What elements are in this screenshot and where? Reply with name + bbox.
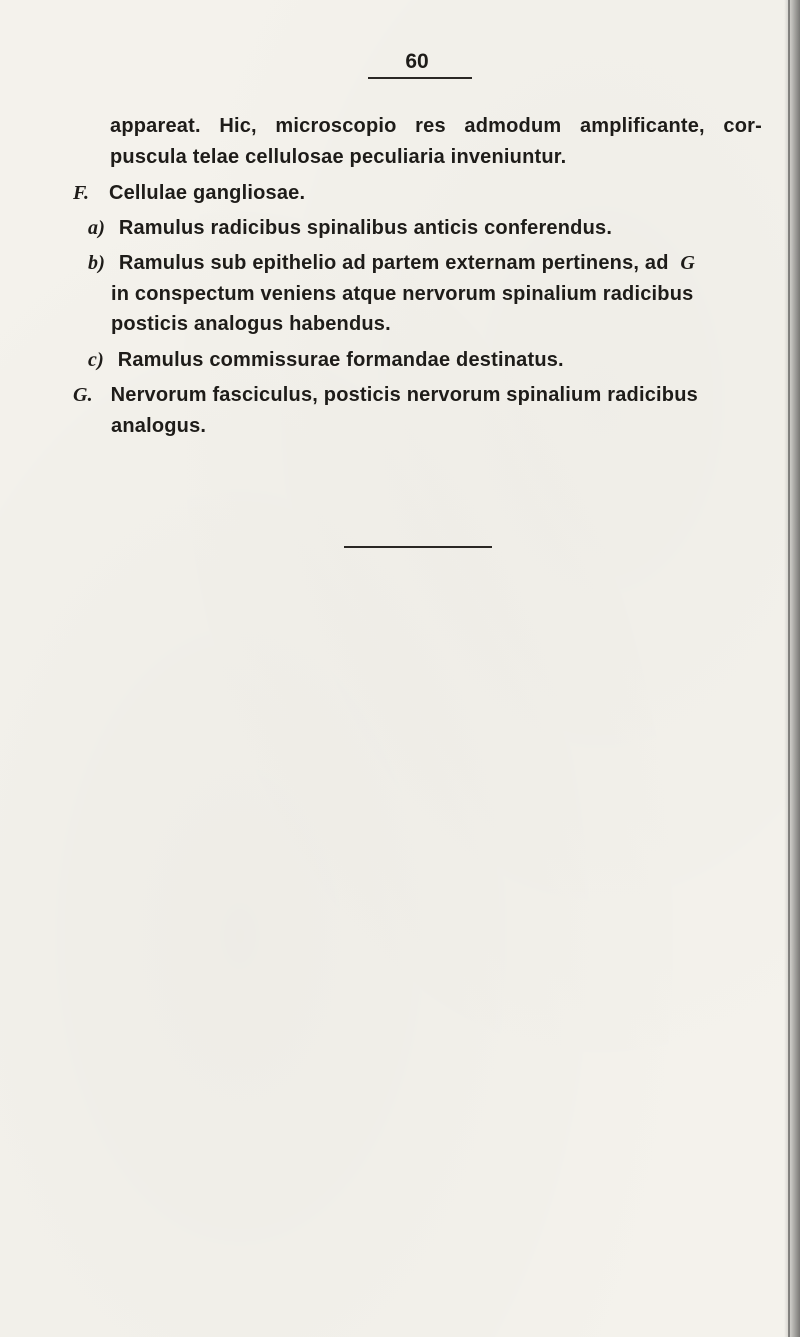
item-b-ref: G: [680, 252, 696, 274]
intro-line-1: appareat. Hic, microscopio res admodum amplificante, cor-: [110, 115, 762, 137]
item-a-text: Ramulus radicibus spinalibus anticis conferendus.: [118, 217, 613, 239]
page-number: 60: [405, 50, 429, 73]
page-edge-line: [788, 0, 790, 1337]
section-f-heading: [73, 180, 305, 206]
section-g-line-2: analogus.: [111, 415, 207, 437]
item-b-text-1: Ramulus sub epithelio ad partem externam pertinens, ad: [118, 252, 669, 274]
section-f-title: Cellulae gangliosae.: [108, 182, 306, 204]
section-g-letter: G.: [73, 384, 93, 406]
item-b-line-1: [88, 250, 695, 276]
item-c-marker: c): [88, 349, 104, 371]
item-b-line-2: in conspectum veniens atque nervorum spinalium radicibus: [111, 283, 694, 305]
item-b-line-3: posticis analogus habendus.: [111, 313, 391, 335]
section-end-rule: [344, 546, 492, 548]
intro-line-2: puscula telae cellulosae peculiaria inveniuntur.: [110, 146, 567, 168]
item-b-marker: b): [88, 252, 106, 274]
header-rule: [368, 77, 472, 79]
item-c: [88, 347, 564, 373]
section-g-line-1: [73, 382, 698, 408]
section-f-letter: F.: [73, 182, 90, 204]
item-a-marker: a): [88, 217, 106, 239]
section-g-text-1: Nervorum fasciculus, posticis nervorum spinalium radicibus: [110, 384, 698, 406]
item-a: [88, 215, 612, 241]
item-c-text: Ramulus commissurae formandae destinatus.: [117, 349, 564, 371]
page-edge-shadow: [784, 0, 800, 1337]
